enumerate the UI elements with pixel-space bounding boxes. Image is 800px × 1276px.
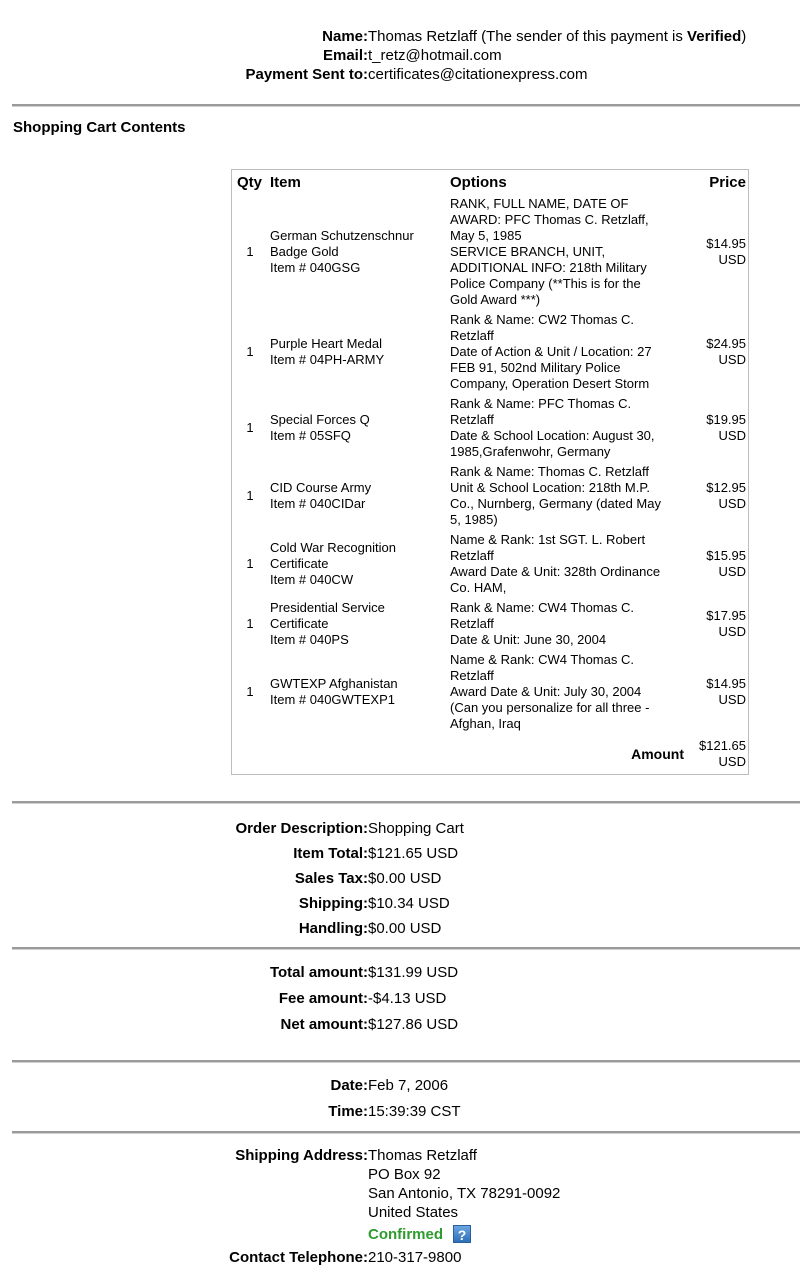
fee-amount: -$4.13 USD: [368, 990, 447, 1007]
item-option-line: Award Date & Unit: July 30, 2004: [450, 684, 642, 699]
cart-item-row: [232, 462, 748, 530]
shipping-info: [0, 1146, 800, 1267]
item-option-line: Retzlaff: [450, 548, 494, 563]
handling-label: Handling:: [298, 920, 368, 937]
item-option-line: Retzlaff: [450, 412, 494, 427]
item-name-line: German Schutzenschnur: [270, 228, 414, 243]
order-description-row: [0, 816, 800, 841]
sender-email-label: Email:: [322, 47, 368, 64]
item-qty: 1: [246, 344, 254, 359]
sales-tax-row: [0, 866, 800, 891]
cart-item-row: [232, 650, 748, 734]
item-price-currency: USD: [718, 564, 746, 579]
date-label: Date:: [330, 1077, 368, 1094]
item-option-line: Name & Rank: 1st SGT. L. Robert: [450, 532, 646, 547]
item-option-line: Rank & Name: CW2 Thomas C.: [450, 312, 634, 327]
contact-telephone-label: Contact Telephone:: [229, 1249, 368, 1266]
shipping-label: Shipping:: [298, 895, 368, 912]
verified-status: Verified: [687, 28, 742, 45]
net-amount: $127.86 USD: [368, 1016, 459, 1033]
time-value: 15:39:39 CST: [368, 1103, 461, 1120]
item-total-label: Item Total:: [293, 845, 368, 862]
item-option-line: Date & Unit: June 30, 2004: [450, 632, 607, 647]
divider: [12, 801, 800, 804]
item-option-line: Award Date & Unit: 328th Ordinance: [450, 564, 661, 579]
date-value: Feb 7, 2006: [368, 1077, 449, 1094]
item-option-line: May 5, 1985: [450, 228, 522, 243]
sender-info: [0, 27, 800, 84]
header-qty: Qty: [237, 174, 263, 191]
item-qty: 1: [246, 616, 254, 631]
item-option-line: Date of Action & Unit / Location: 27: [450, 344, 652, 359]
item-name-line: GWTEXP Afghanistan: [270, 676, 398, 691]
item-qty: 1: [246, 488, 254, 503]
item-price: [692, 310, 748, 394]
sales-tax-label: Sales Tax:: [294, 870, 368, 887]
time-row: [0, 1099, 800, 1125]
item-name-line: Item # 040CW: [270, 572, 354, 587]
item-price: [692, 462, 748, 530]
header-item: Item: [270, 174, 301, 191]
item-name: [266, 394, 444, 462]
item-price-value: $14.95: [706, 676, 746, 691]
contact-telephone-row: [0, 1248, 800, 1267]
item-name-line: Badge Gold: [270, 244, 339, 259]
item-price: [692, 598, 748, 650]
item-name-line: Item # 040GWTEXP1: [270, 692, 395, 707]
item-name-line: Item # 040CIDar: [270, 496, 366, 511]
item-option-line: Rank & Name: PFC Thomas C.: [450, 396, 632, 411]
shopping-cart-table: [231, 169, 749, 775]
item-option-line: Retzlaff: [450, 616, 494, 631]
item-option-line: FEB 91, 502nd Military Police: [450, 360, 621, 375]
item-option-line: 5, 1985): [450, 512, 498, 527]
item-qty: 1: [246, 684, 254, 699]
header-price: Price: [709, 174, 746, 191]
total-amount-row: [0, 960, 800, 986]
item-price-value: $15.95: [706, 548, 746, 563]
item-price: [692, 650, 748, 734]
item-name-line: Item # 04PH-ARMY: [270, 352, 385, 367]
divider: [12, 947, 800, 950]
item-name: [266, 462, 444, 530]
amount-value: $121.65: [699, 738, 746, 753]
address-line: Thomas Retzlaff: [368, 1147, 477, 1164]
item-name-line: Certificate: [270, 616, 329, 631]
item-option-line: Co. HAM,: [450, 580, 507, 595]
order-summary: [0, 816, 800, 941]
item-options: [444, 394, 692, 462]
item-qty: 1: [246, 244, 254, 259]
net-amount-row: [0, 1012, 800, 1038]
item-name: [266, 530, 444, 598]
item-options: [444, 598, 692, 650]
item-qty: 1: [246, 556, 254, 571]
payment-sent-to-label: Payment Sent to:: [245, 66, 368, 83]
address-line: PO Box 92: [368, 1166, 441, 1183]
item-name-line: Item # 05SFQ: [270, 428, 351, 443]
item-price: [692, 394, 748, 462]
total-amount: $131.99 USD: [368, 964, 459, 981]
handling-row: [0, 916, 800, 941]
address-confirmed-status: Confirmed: [368, 1226, 443, 1243]
cart-item-row: [232, 194, 748, 310]
payment-sent-to-row: [0, 65, 800, 84]
item-options: [444, 650, 692, 734]
item-option-line: Unit & School Location: 218th M.P.: [450, 480, 650, 495]
sender-email: t_retz@hotmail.com: [368, 47, 502, 64]
item-name-line: CID Course Army: [270, 480, 372, 495]
shopping-cart-title: Shopping Cart Contents: [13, 119, 186, 136]
order-description: Shopping Cart: [368, 820, 464, 837]
item-price-value: $12.95: [706, 480, 746, 495]
address-line: United States: [368, 1204, 459, 1221]
transaction-datetime: [0, 1073, 800, 1125]
item-name-line: Special Forces Q: [270, 412, 370, 427]
item-price-value: $19.95: [706, 412, 746, 427]
verified-prefix: (The sender of this payment is: [476, 28, 688, 45]
item-option-line: Co., Nurnberg, Germany (dated May: [450, 496, 661, 511]
shipping-address-row: [0, 1146, 800, 1244]
cart-header-row: [232, 170, 748, 194]
item-option-line: Company, Operation Desert Storm: [450, 376, 650, 391]
shipping-address: [368, 1146, 800, 1244]
item-price-currency: USD: [718, 428, 746, 443]
item-option-line: Rank & Name: Thomas C. Retzlaff: [450, 464, 649, 479]
item-option-line: SERVICE BRANCH, UNIT,: [450, 244, 606, 259]
sender-name-label: Name:: [322, 28, 368, 45]
sender-name-row: [0, 27, 800, 46]
fee-amount-row: [0, 986, 800, 1012]
item-name: [266, 310, 444, 394]
item-option-line: RANK, FULL NAME, DATE OF: [450, 196, 629, 211]
item-name-line: Presidential Service: [270, 600, 385, 615]
contact-telephone: 210-317-9800: [368, 1249, 462, 1266]
item-option-line: Date & School Location: August 30,: [450, 428, 655, 443]
cart-item-row: [232, 310, 748, 394]
item-option-line: Name & Rank: CW4 Thomas C.: [450, 652, 634, 667]
item-options: [444, 530, 692, 598]
item-name-line: Cold War Recognition: [270, 540, 396, 555]
address-line: San Antonio, TX 78291-0092: [368, 1185, 561, 1202]
handling-cost: $0.00 USD: [368, 920, 442, 937]
item-option-line: Retzlaff: [450, 668, 494, 683]
item-price: [692, 530, 748, 598]
sender-email-row: [0, 46, 800, 65]
item-price-currency: USD: [718, 692, 746, 707]
cart-item-row: [232, 530, 748, 598]
item-price-value: $14.95: [706, 236, 746, 251]
item-options: [444, 462, 692, 530]
sales-tax: $0.00 USD: [368, 870, 442, 887]
order-description-label: Order Description:: [235, 820, 368, 837]
totals: [0, 960, 800, 1038]
amount-label: Amount: [631, 746, 684, 762]
item-price-value: $24.95: [706, 336, 746, 351]
item-name: [266, 194, 444, 310]
shipping-cost: $10.34 USD: [368, 895, 450, 912]
item-name-line: Item # 040GSG: [270, 260, 361, 275]
net-amount-label: Net amount:: [280, 1016, 368, 1033]
item-options: [444, 310, 692, 394]
header-options: Options: [450, 174, 507, 191]
divider: [12, 1060, 800, 1063]
cart-item-row: [232, 598, 748, 650]
cart-amount-row: [232, 734, 748, 774]
item-option-line: Police Company (**This is for the: [450, 276, 641, 291]
cart-item-row: [232, 394, 748, 462]
question-mark-icon[interactable]: ?: [453, 1225, 471, 1243]
item-total-row: [0, 841, 800, 866]
item-price-currency: USD: [718, 624, 746, 639]
item-total: $121.65 USD: [368, 845, 459, 862]
payment-sent-to: certificates@citationexpress.com: [368, 66, 588, 83]
shipping-address-label: Shipping Address:: [235, 1147, 368, 1164]
item-price: [692, 194, 748, 310]
item-price-value: $17.95: [706, 608, 746, 623]
divider: [12, 1131, 800, 1134]
item-option-line: Gold Award ***): [450, 292, 541, 307]
shipping-row: [0, 891, 800, 916]
date-row: [0, 1073, 800, 1099]
item-name-line: Purple Heart Medal: [270, 336, 382, 351]
sender-name: Thomas Retzlaff: [368, 28, 477, 45]
item-options: [444, 194, 692, 310]
item-option-line: (Can you personalize for all three -: [450, 700, 650, 715]
amount-currency: USD: [718, 754, 746, 769]
item-name: [266, 598, 444, 650]
item-option-line: ADDITIONAL INFO: 218th Military: [450, 260, 647, 275]
item-option-line: 1985,Grafenwohr, Germany: [450, 444, 611, 459]
item-price-currency: USD: [718, 496, 746, 511]
item-name-line: Certificate: [270, 556, 329, 571]
total-amount-label: Total amount:: [269, 964, 368, 981]
fee-amount-label: Fee amount:: [278, 990, 368, 1007]
item-name-line: Item # 040PS: [270, 632, 349, 647]
item-option-line: Retzlaff: [450, 328, 494, 343]
item-option-line: AWARD: PFC Thomas C. Retzlaff,: [450, 212, 649, 227]
item-price-currency: USD: [718, 352, 746, 367]
item-name: [266, 650, 444, 734]
verified-suffix: ): [741, 28, 747, 45]
item-qty: 1: [246, 420, 254, 435]
time-label: Time:: [328, 1103, 368, 1120]
item-price-currency: USD: [718, 252, 746, 267]
item-option-line: Rank & Name: CW4 Thomas C.: [450, 600, 634, 615]
item-option-line: Afghan, Iraq: [450, 716, 521, 731]
divider: [12, 104, 800, 107]
